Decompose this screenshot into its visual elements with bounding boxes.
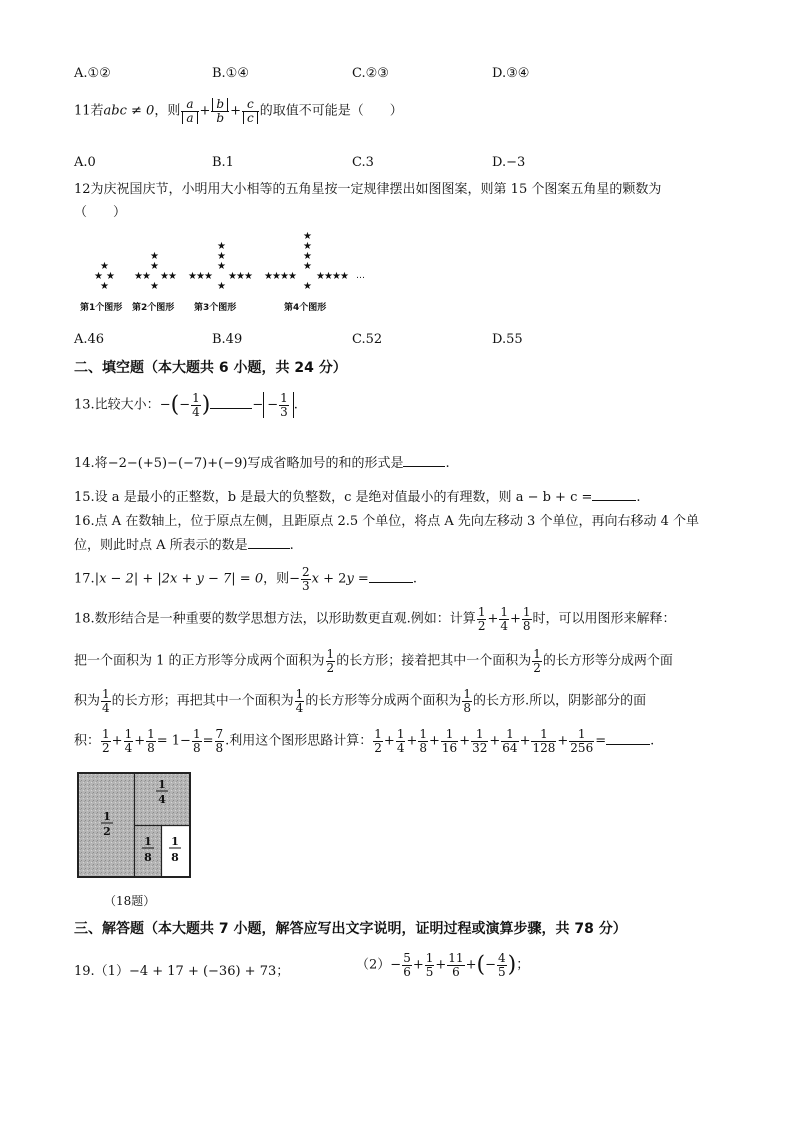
q13-prefix: 13.比较大小：	[74, 397, 160, 413]
question-14: 14.将−2−(+5)−(−7)+(−9)写成省略加号的和的形式是 .	[74, 456, 450, 471]
q19-part1: 19.（1）−4 + 17 + (−36) + 73；	[74, 964, 290, 979]
question-13: 13.比较大小：−(− $\frac{1}{4}$ ) − − $\frac{1}{3}$ .	[74, 391, 298, 419]
star-icon: ★	[142, 271, 151, 282]
star-pattern-figure	[76, 232, 376, 320]
q11-option-d: D.−3	[492, 155, 526, 170]
q11-frac-b: $\frac{b}{b}$	[211, 98, 229, 124]
q18-line3: 积为 $\frac{1}{4}$ 的长方形；再把其中一个面积为 $\frac{1}{4}$ 的长方形等分成两个面积为 $\frac{1}{8}$ 的长方形.所以，阴影部分的面	[74, 687, 647, 715]
star-icon: ★	[100, 281, 109, 292]
star-icon: ★	[106, 271, 115, 282]
caption-fig3: 第3个图形	[194, 303, 237, 313]
svg-text:2: 2	[103, 825, 111, 838]
q10-option-b: B.①④	[212, 66, 249, 81]
star-icon: ★	[272, 271, 281, 282]
answer-blank[interactable]	[248, 536, 290, 549]
ellipsis: …	[356, 271, 365, 281]
star-icon: ★	[288, 271, 297, 282]
star-icon: ★	[340, 271, 349, 282]
caption-fig1: 第1个图形	[80, 303, 123, 313]
question-15: 15.设 a 是最小的正整数，b 是最大的负整数，c 是绝对值最小的有理数，则 a − b + c = .	[74, 490, 641, 505]
q18-line4: 积： $\frac{1}{2}$ + $\frac{1}{4}$ + $\frac{1}{8}$ = 1− $\frac{1}{8}$ = $\frac{7}{8}$ .利用这个图形思路计算： $\frac{1}{2}$ + $\frac{1}{4}$ + $\frac{1}{8}$ + $\frac{1}{16}$ + $\frac{1}{32}$ + $\frac{1}{64}$ + $\frac{1}{128}$ + $\frac{1}{256}$ = .	[74, 727, 655, 755]
answer-blank[interactable]	[606, 732, 650, 745]
q11-frac-a: $\frac{a}{a}$	[181, 98, 198, 124]
q18-square-figure	[77, 772, 191, 878]
svg-text:1: 1	[158, 778, 166, 791]
q11-suffix: 的取值不可能是（ ）	[259, 103, 403, 119]
q17-equation: |x − 2| + |2x + y − 7| = 0	[94, 571, 264, 587]
answer-blank[interactable]	[403, 454, 445, 467]
star-icon: ★	[332, 271, 341, 282]
q18-figure-caption: （18题）	[104, 894, 156, 908]
answer-blank[interactable]	[210, 396, 252, 409]
star-icon: ★	[316, 271, 325, 282]
question-17: 17.|x − 2| + |2x + y − 7| = 0，则− $\frac{2}{3}$ x + 2y = .	[74, 565, 417, 593]
answer-blank[interactable]	[369, 570, 413, 583]
star-icon: ★	[236, 271, 245, 282]
caption-fig4: 第4个图形	[284, 303, 327, 313]
q16-line1: 16.点 A 在数轴上，位于原点左侧，且距原点 2.5 个单位，将点 A 先向左移动 3 个单位，再向右移动 4 个单	[74, 514, 699, 529]
star-icon: ★	[264, 271, 273, 282]
star-icon: ★	[217, 281, 226, 292]
star-icon: ★	[188, 271, 197, 282]
q12-line1: 12为庆祝国庆节，小明用大小相等的五角星按一定规律摆出如图图案，则第 15 个图案五角星的颗数为	[74, 182, 662, 197]
section-3-heading: 三、解答题（本大题共 7 小题，解答应写出文字说明，证明过程或演算步骤，共 78 分）	[74, 921, 627, 937]
q12-option-d: D.55	[492, 332, 523, 347]
q10-option-c: C.②③	[352, 66, 389, 81]
section-2-heading: 二、填空题（本大题共 6 小题，共 24 分）	[74, 360, 347, 376]
star-icon: ★	[160, 271, 169, 282]
q14-expression: −2−(+5)−(−7)+(−9)	[107, 456, 248, 471]
q12-option-c: C.52	[352, 332, 383, 347]
svg-text:8: 8	[144, 851, 152, 864]
star-icon: ★	[196, 271, 205, 282]
svg-text:1: 1	[171, 835, 179, 848]
answer-blank[interactable]	[592, 488, 636, 501]
q10-option-d: D.③④	[492, 66, 530, 81]
q11-prefix: 11若	[74, 103, 104, 119]
star-icon: ★	[217, 261, 226, 272]
star-icon: ★	[94, 271, 103, 282]
star-icon: ★	[280, 271, 289, 282]
star-icon: ★	[244, 271, 253, 282]
q11-mid: ，则	[154, 103, 181, 119]
q11-frac-c: $\frac{c}{c}$	[242, 98, 259, 124]
q12-line2: （ ）	[74, 205, 127, 220]
q16-line2: 位，则此时点 A 所表示的数是 .	[74, 538, 294, 553]
q12-option-a: A.46	[74, 332, 105, 347]
star-icon: ★	[168, 271, 177, 282]
q19-part2: （2）− $\frac{5}{6}$ + $\frac{1}{5}$ + $\frac{11}{6}$ +(− $\frac{4}{5}$ )；	[356, 951, 530, 979]
q11-option-b: B.1	[212, 155, 234, 170]
star-icon: ★	[303, 261, 312, 272]
caption-fig2: 第2个图形	[132, 303, 175, 313]
star-icon: ★	[150, 261, 159, 272]
q18-line1: 18.数形结合是一种重要的数学思想方法，以形助数更直观.例如：计算 $\frac{1}{2}$ + $\frac{1}{4}$ + $\frac{1}{8}$ 时，可以用图形来解释：	[74, 605, 676, 633]
q12-option-b: B.49	[212, 332, 243, 347]
star-icon: ★	[100, 261, 109, 272]
star-icon: ★	[303, 281, 312, 292]
q10-option-a: A.①②	[74, 66, 111, 81]
star-icon: ★	[150, 281, 159, 292]
star-icon: ★	[217, 241, 226, 252]
star-icon: ★	[217, 251, 226, 262]
star-icon: ★	[228, 271, 237, 282]
star-icon: ★	[303, 241, 312, 252]
q11-option-a: A.0	[74, 155, 96, 170]
q11-option-c: C.3	[352, 155, 374, 170]
star-icon: ★	[303, 251, 312, 262]
svg-text:1: 1	[144, 835, 152, 848]
q11-condition: abc ≠ 0	[103, 103, 155, 119]
star-icon: ★	[150, 251, 159, 262]
svg-text:4: 4	[158, 793, 166, 806]
svg-text:8: 8	[171, 851, 179, 864]
star-icon: ★	[303, 232, 312, 242]
question-11: 11若abc ≠ 0，则 $\frac{a}{a}$ + $\frac{b}{b}$ + $\frac{c}{c}$ 的取值不可能是（ ）	[74, 97, 403, 125]
star-icon: ★	[134, 271, 143, 282]
star-icon: ★	[204, 271, 213, 282]
q18-line2: 把一个面积为 1 的正方形等分成两个面积为 $\frac{1}{2}$ 的长方形；接着把其中一个面积为 $\frac{1}{2}$ 的长方形等分成两个面	[74, 647, 673, 675]
star-icon: ★	[324, 271, 333, 282]
svg-text:1: 1	[103, 810, 111, 823]
